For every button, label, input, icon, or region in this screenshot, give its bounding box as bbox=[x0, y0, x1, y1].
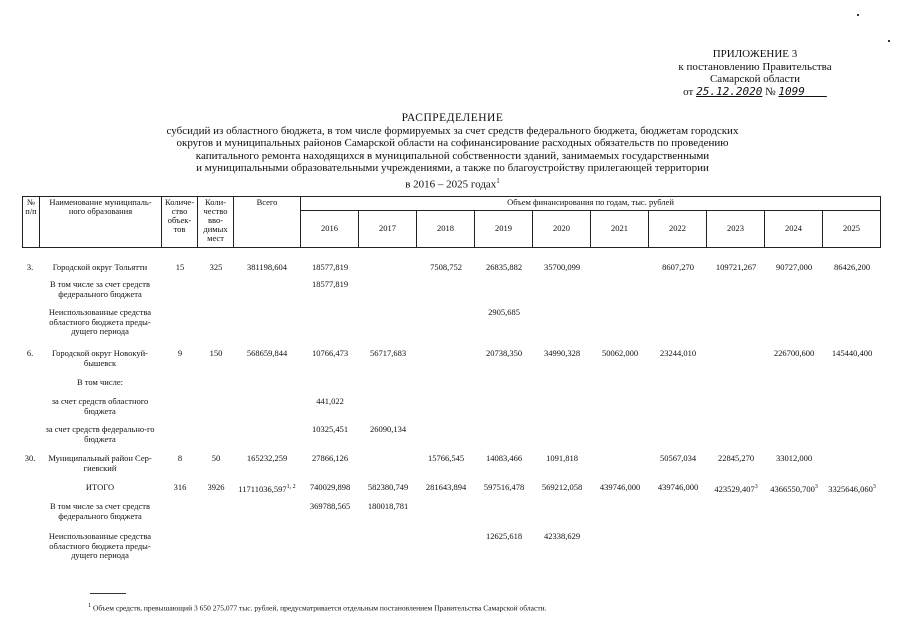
row-name: Неиспользованные средства областного бюджета преды-дущего периода bbox=[48, 531, 152, 560]
row-year-value: 33012,000 bbox=[775, 453, 813, 463]
footnote: $^1$ Объем средств, превышающий 3 650 275,077 тыс. рублей, предусматривается отдельным постановлением Правительства Самарской области. bbox=[88, 602, 547, 613]
row-year-value: 18577,819 bbox=[311, 262, 349, 272]
row-year-value: 12625,618 bbox=[485, 531, 523, 541]
header-year: 2018 bbox=[417, 210, 475, 247]
row-year-value: 35700,099 bbox=[543, 262, 581, 272]
row-objects: 8 bbox=[177, 453, 183, 463]
row-year-value: 20738,350 bbox=[485, 348, 523, 358]
row-year-value: 180018,781 bbox=[367, 501, 409, 511]
row-year-value: 597516,478 bbox=[483, 482, 525, 492]
scan-speck bbox=[888, 40, 890, 42]
row-places: 50 bbox=[211, 453, 221, 463]
row-year-value: 4366550,700$^3$ bbox=[770, 483, 818, 494]
row-year-value: 90727,000 bbox=[775, 262, 813, 272]
row-year-value: 145440,400 bbox=[831, 348, 873, 358]
row-year-value: 14083,466 bbox=[485, 453, 523, 463]
header-year: 2020 bbox=[533, 210, 591, 247]
table-header bbox=[22, 196, 881, 248]
row-places: 150 bbox=[209, 348, 223, 358]
appendix-title: ПРИЛОЖЕНИЕ 3 bbox=[712, 48, 798, 60]
header-year: 2022 bbox=[649, 210, 707, 247]
row-number: 3. bbox=[26, 262, 34, 272]
title-heading: РАСПРЕДЕЛЕНИЕ bbox=[401, 112, 504, 124]
title-line-5: в 2016 – 2025 годах$^1$ bbox=[405, 176, 500, 191]
row-year-value: 15766,545 bbox=[427, 453, 465, 463]
header-name: Наименование муниципаль-ного образования bbox=[40, 197, 162, 248]
row-year-value: 7508,752 bbox=[430, 262, 462, 272]
number-label: № bbox=[765, 85, 776, 98]
header-volume: Объем финансирования по годам, тыс. рублей bbox=[301, 197, 881, 211]
row-year-value: 2905,685 bbox=[488, 307, 520, 317]
row-year-value: 86426,200 bbox=[833, 262, 871, 272]
row-year-value: 50062,000 bbox=[601, 348, 639, 358]
header-year: 2019 bbox=[475, 210, 533, 247]
row-name: Муниципальный район Сер-гиевский bbox=[48, 453, 152, 473]
row-year-value: 439746,000 bbox=[657, 482, 699, 492]
appendix-signature-line bbox=[655, 86, 855, 99]
row-objects: 316 bbox=[173, 482, 187, 492]
title-line-1: субсидий из областного бюджета, в том числе формируемых за счет средств федерального бюджета, бюджетам городских bbox=[166, 124, 739, 137]
row-name: В том числе за счет средств федерального бюджета bbox=[50, 279, 150, 299]
row-year-value: 569212,058 bbox=[541, 482, 583, 492]
header-places: Коли-чество вво-димых мест bbox=[198, 197, 234, 248]
row-year-value: 226700,600 bbox=[773, 348, 815, 358]
header-year: 2023 bbox=[707, 210, 765, 247]
row-year-value: 8607,270 bbox=[662, 262, 694, 272]
row-total: 381198,604 bbox=[246, 262, 288, 272]
title-line-3: капитального ремонта находящихся в муниципальной собственности зданий, занимаемых государственными bbox=[195, 149, 710, 162]
appendix-line2: к постановлению Правительства bbox=[678, 60, 832, 73]
appendix-line3: Самарской области bbox=[709, 73, 801, 85]
document-title bbox=[0, 112, 905, 191]
row-year-value: 423529,407$^3$ bbox=[714, 483, 758, 494]
row-number: 6. bbox=[26, 348, 34, 358]
footnote-text: Объем средств, превышающий 3 650 275,077 тыс. рублей, предусматривается отдельным постановлением Правительства Самарской области. bbox=[93, 603, 547, 613]
row-year-value: 56717,683 bbox=[369, 348, 407, 358]
row-year-value: 582380,749 bbox=[367, 482, 409, 492]
row-year-value: 3325646,060$^3$ bbox=[828, 483, 876, 494]
row-year-value: 26090,134 bbox=[369, 424, 407, 434]
row-name: за счет средств областного бюджета bbox=[51, 396, 149, 416]
resolution-number: 1099 bbox=[778, 84, 805, 98]
row-year-value: 740029,898 bbox=[309, 482, 351, 492]
header-total: Всего bbox=[234, 197, 301, 248]
row-name: за счет средств федерально-го бюджета bbox=[45, 424, 155, 444]
header-year: 2016 bbox=[301, 210, 359, 247]
row-year-value: 42338,629 bbox=[543, 531, 581, 541]
row-name: Неиспользованные средства областного бюджета преды-дущего периода bbox=[48, 307, 152, 336]
row-objects: 15 bbox=[175, 262, 185, 272]
appendix-block bbox=[655, 48, 855, 98]
row-year-value: 22845,270 bbox=[717, 453, 755, 463]
row-year-value: 369788,565 bbox=[309, 501, 351, 511]
footnote-divider bbox=[90, 593, 126, 594]
row-year-value: 10325,451 bbox=[311, 424, 349, 434]
row-name: В том числе за счет средств федерального бюджета bbox=[50, 501, 150, 521]
row-year-value: 34990,328 bbox=[543, 348, 581, 358]
scan-speck bbox=[857, 14, 859, 16]
header-year: 2017 bbox=[359, 210, 417, 247]
row-year-value: 27866,126 bbox=[311, 453, 349, 463]
row-year-value: 109721,267 bbox=[715, 262, 757, 272]
title-line-4: и муниципальными образовательными учреждениями, а также по благоустройству прилегающей территории bbox=[196, 162, 709, 174]
row-year-value: 10766,473 bbox=[311, 348, 349, 358]
header-no: № п/п bbox=[23, 197, 40, 248]
header-year: 2025 bbox=[823, 210, 881, 247]
row-total: 165232,259 bbox=[246, 453, 288, 463]
title-line-2: округов и муниципальных районов Самарской области на софинансирование расходных обязательств по проведению bbox=[176, 137, 729, 149]
row-name: ИТОГО bbox=[85, 482, 115, 492]
header-year: 2024 bbox=[765, 210, 823, 247]
row-objects: 9 bbox=[177, 348, 183, 358]
row-year-value: 18577,819 bbox=[311, 279, 349, 289]
row-year-value: 50567,034 bbox=[659, 453, 697, 463]
row-year-value: 23244,010 bbox=[659, 348, 697, 358]
row-places: 3926 bbox=[207, 482, 225, 492]
row-year-value: 1091,818 bbox=[546, 453, 578, 463]
row-year-value: 281643,894 bbox=[425, 482, 467, 492]
row-places: 325 bbox=[209, 262, 223, 272]
row-name: Городской округ Тольятти bbox=[52, 262, 148, 272]
row-year-value: 26835,882 bbox=[485, 262, 523, 272]
row-name: В том числе: bbox=[77, 377, 123, 387]
resolution-date: 25.12.2020 bbox=[696, 84, 763, 98]
row-name: Городской округ Новокуй-бышевск bbox=[51, 348, 148, 368]
row-total: 568659,844 bbox=[246, 348, 288, 358]
row-total: 11711036,597$^{1, 2}$ bbox=[238, 483, 296, 494]
from-label: от bbox=[683, 85, 694, 98]
header-year: 2021 bbox=[591, 210, 649, 247]
header-objects: Количе-ство объек-тов bbox=[162, 197, 198, 248]
row-year-value: 441,022 bbox=[316, 396, 344, 406]
row-year-value: 439746,000 bbox=[599, 482, 641, 492]
row-number: 30. bbox=[24, 453, 36, 463]
